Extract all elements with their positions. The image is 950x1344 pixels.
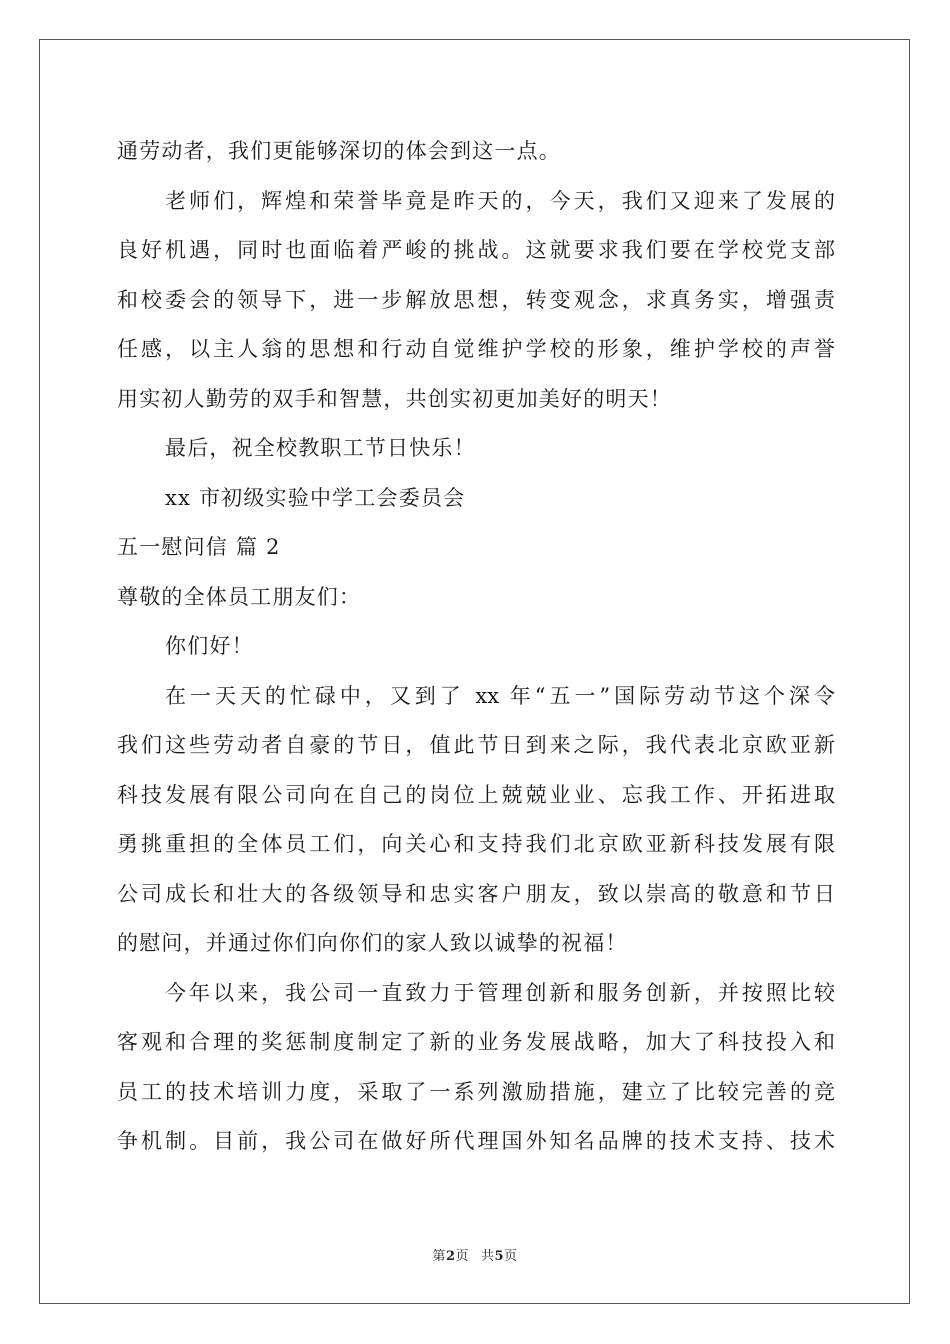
body-line: 最后，祝全校教职工节日快乐！ xyxy=(165,436,476,460)
body-line: 用实初人勤劳的双手和智慧，共创实初更加美好的明天！ xyxy=(117,386,672,411)
body-line: 今年以来，我公司一直致力于管理创新和服务创新，并按照比较 xyxy=(165,980,835,1005)
salutation: 尊敬的全体员工朋友们： xyxy=(117,584,362,609)
signature-line: xx 市初级实验中学工会委员会 xyxy=(165,485,466,510)
body-line: 争机制。目前，我公司在做好所代理国外知名品牌的技术支持、技术 xyxy=(117,1129,835,1153)
footer-page-total: 5 xyxy=(494,1249,505,1264)
footer-total-prefix: 共 xyxy=(481,1249,495,1264)
footer-page-prefix: 第 xyxy=(432,1249,446,1264)
body-line: 在一天天的忙碌中，又到了 xx 年“五一”国际劳动节这个深令 xyxy=(165,683,835,708)
footer-page-suffix: 页 xyxy=(455,1249,469,1264)
body-line: 科技发展有限公司向在自己的岗位上兢兢业业、忘我工作、开拓进取 xyxy=(117,782,835,807)
body-line: 良好机遇，同时也面临着严峻的挑战。这就要求我们要在学校党支部 xyxy=(117,238,835,262)
body-line: 勇挑重担的全体员工们，向关心和支持我们北京欧亚新科技发展有限 xyxy=(117,832,835,856)
body-line: 的慰问，并通过你们向你们的家人致以诚挚的祝福！ xyxy=(117,931,628,955)
body-line: 我们这些劳动者自豪的节日，值此节日到来之际，我代表北京欧亚新 xyxy=(117,733,835,757)
body-line: 公司成长和壮大的各级领导和忠实客户朋友，致以崇高的敬意和节日 xyxy=(117,881,835,906)
body-line: 员工的技术培训力度，采取了一系列激励措施，建立了比较完善的竞 xyxy=(117,1079,835,1104)
greeting: 你们好！ xyxy=(165,634,254,658)
body-line: 客观和合理的奖惩制度制定了新的业务发展战略，加大了科技投入和 xyxy=(117,1030,835,1054)
body-line: 任感，以主人翁的思想和行动自觉维护学校的形象，维护学校的声誉 xyxy=(117,337,835,361)
document-body xyxy=(117,127,835,1167)
footer-total-suffix: 页 xyxy=(504,1249,518,1264)
page-footer xyxy=(0,1245,950,1264)
footer-page-current: 2 xyxy=(445,1249,456,1264)
body-line: 通劳动者，我们更能够深切的体会到这一点。 xyxy=(117,139,561,163)
body-line: 和校委会的领导下，进一步解放思想，转变观念，求真务实，增强责 xyxy=(117,287,835,312)
section-heading: 五一慰问信 篇 2 xyxy=(117,535,281,559)
body-line: 老师们，辉煌和荣誉毕竟是昨天的，今天，我们又迎来了发展的 xyxy=(165,188,835,213)
